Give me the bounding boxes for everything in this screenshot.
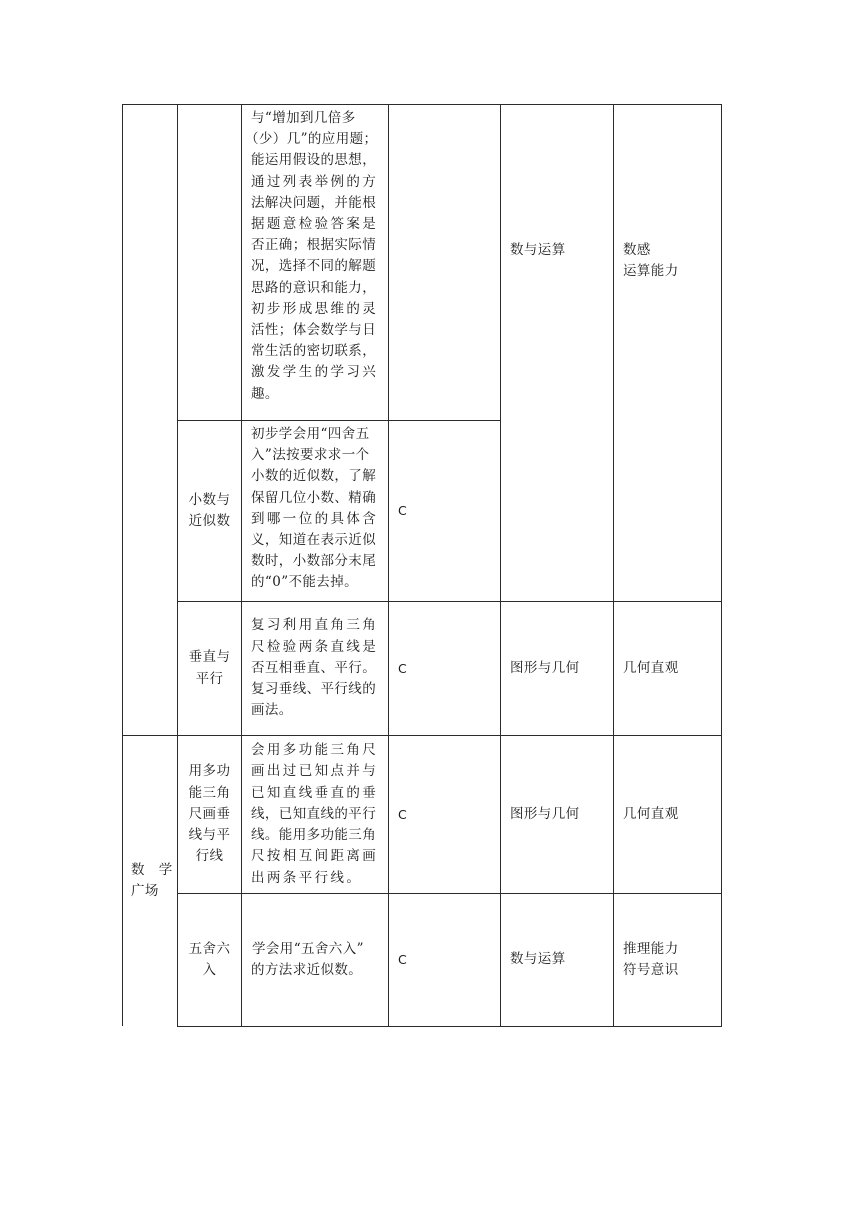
text-line: 思路的意识和能力， — [251, 279, 377, 296]
table-cell-unit — [123, 736, 177, 1026]
text-line: 尺按相互间距离画 — [251, 848, 379, 865]
table-cell-domain — [501, 736, 613, 893]
text-line: 的方法求近似数。 — [251, 962, 363, 978]
table-cell-description — [242, 602, 388, 735]
domain-label: 图形与几何 — [510, 805, 580, 822]
text-line: 据题意检验答案是 — [251, 216, 379, 233]
text-line: 否正确；根据实际情 — [251, 237, 377, 254]
text-line: 画出过已知点并与 — [251, 763, 379, 780]
ability-label: 数感 — [623, 242, 651, 258]
table-cell-grade — [389, 421, 500, 601]
table-cell-ability — [614, 240, 721, 282]
text-line: 入”法按要求求一个 — [251, 447, 370, 464]
topic-label: 平行 — [195, 670, 224, 687]
text-line: 小数的近似数，了解 — [251, 468, 377, 485]
ability-label: 推理能力 — [623, 940, 679, 957]
text-line: 况，选择不同的解题 — [251, 258, 377, 275]
table-cell-description — [242, 894, 388, 1026]
text-line: 通过列表举例的方 — [251, 173, 379, 190]
grade-label: C — [398, 952, 408, 968]
text-line: 否互相垂直、平行。 — [251, 659, 377, 676]
text-line: 义，知道在表示近似 — [251, 532, 377, 549]
text-line: 初步形成思维的灵 — [251, 300, 379, 317]
text-line: 保留几位小数、精确 — [251, 489, 377, 506]
table-cell-topic — [178, 602, 241, 735]
text-line: 趣。 — [251, 385, 279, 402]
unit-label: 数 学 — [131, 861, 173, 878]
topic-label: 能三角 — [188, 784, 231, 801]
table-cell-topic — [178, 894, 241, 1026]
table-cell-domain — [501, 240, 613, 261]
table-cell-grade — [389, 894, 500, 1026]
text-line: 的“0”不能去掉。 — [251, 574, 358, 591]
text-line: 活性；体会数学与日 — [251, 322, 377, 339]
text-line: 数时，小数部分末尾 — [251, 553, 377, 570]
text-line: 线。能用多功能三角 — [251, 827, 377, 844]
text-line: 已知直线垂直的垂 — [251, 784, 379, 801]
grade-label: C — [398, 660, 408, 676]
text-line: 常生活的密切联系， — [251, 343, 377, 360]
domain-label: 图形与几何 — [510, 659, 580, 676]
domain-label: 数与运算 — [510, 242, 566, 258]
topic-label: 入 — [202, 962, 217, 978]
grade-label: C — [398, 806, 408, 822]
topic-label: 线与平 — [188, 827, 231, 844]
table-cell-description — [242, 105, 388, 420]
table-cell-ability — [614, 602, 721, 735]
text-line: 法解决问题，并能根 — [251, 194, 377, 211]
topic-label: 垂直与 — [188, 649, 231, 666]
text-line: 初步学会用“四舍五 — [251, 426, 370, 442]
grade-label: C — [398, 503, 408, 519]
table-cell-topic — [178, 421, 241, 601]
text-line: 激发学生的学习兴 — [251, 364, 379, 381]
table-border-right — [721, 104, 722, 1027]
table-cell-description — [242, 421, 388, 601]
text-line: 尺检验两条直线是 — [251, 638, 379, 655]
topic-label: 行线 — [195, 848, 224, 865]
ability-label: 几何直观 — [623, 805, 679, 822]
text-line: 学会用“五舍六入” — [252, 940, 364, 957]
topic-label: 近似数 — [188, 513, 231, 529]
ability-label: 符号意识 — [623, 962, 679, 978]
domain-label: 数与运算 — [510, 951, 566, 968]
table-cell-ability — [614, 894, 721, 1026]
text-line: 复习利用直角三角 — [251, 617, 379, 634]
table-border-top — [122, 104, 722, 105]
table-cell-ability — [614, 736, 721, 893]
ability-label: 几何直观 — [623, 659, 679, 676]
ability-label: 运算能力 — [623, 263, 679, 280]
table-cell-domain — [501, 602, 613, 735]
table-cell-description — [242, 736, 388, 893]
table-cell-topic — [178, 736, 241, 893]
text-line: 线，已知直线的平行 — [251, 805, 377, 822]
topic-label: 用多功 — [188, 763, 231, 780]
table-cell-domain — [501, 894, 613, 1026]
table-cell-grade — [389, 736, 500, 893]
topic-label: 五舍六 — [188, 940, 231, 957]
text-line: 画法。 — [251, 702, 293, 719]
unit-label: 广场 — [131, 883, 159, 899]
text-line: 出两条平行线。 — [251, 869, 363, 886]
text-line: 与“增加到几倍多 — [251, 110, 356, 126]
table-border-bottom — [177, 1026, 722, 1027]
topic-label: 小数与 — [188, 491, 231, 508]
text-line: 到哪一位的具体含 — [251, 510, 379, 527]
text-line: 复习垂线、平行线的 — [251, 681, 377, 698]
text-line: 会用多功能三角尺 — [251, 742, 379, 759]
table-cell-grade — [389, 602, 500, 735]
topic-label: 尺画垂 — [188, 805, 231, 822]
text-line: （少）几”的应用题； — [245, 131, 378, 148]
text-line: 能运用假设的思想， — [251, 152, 377, 169]
